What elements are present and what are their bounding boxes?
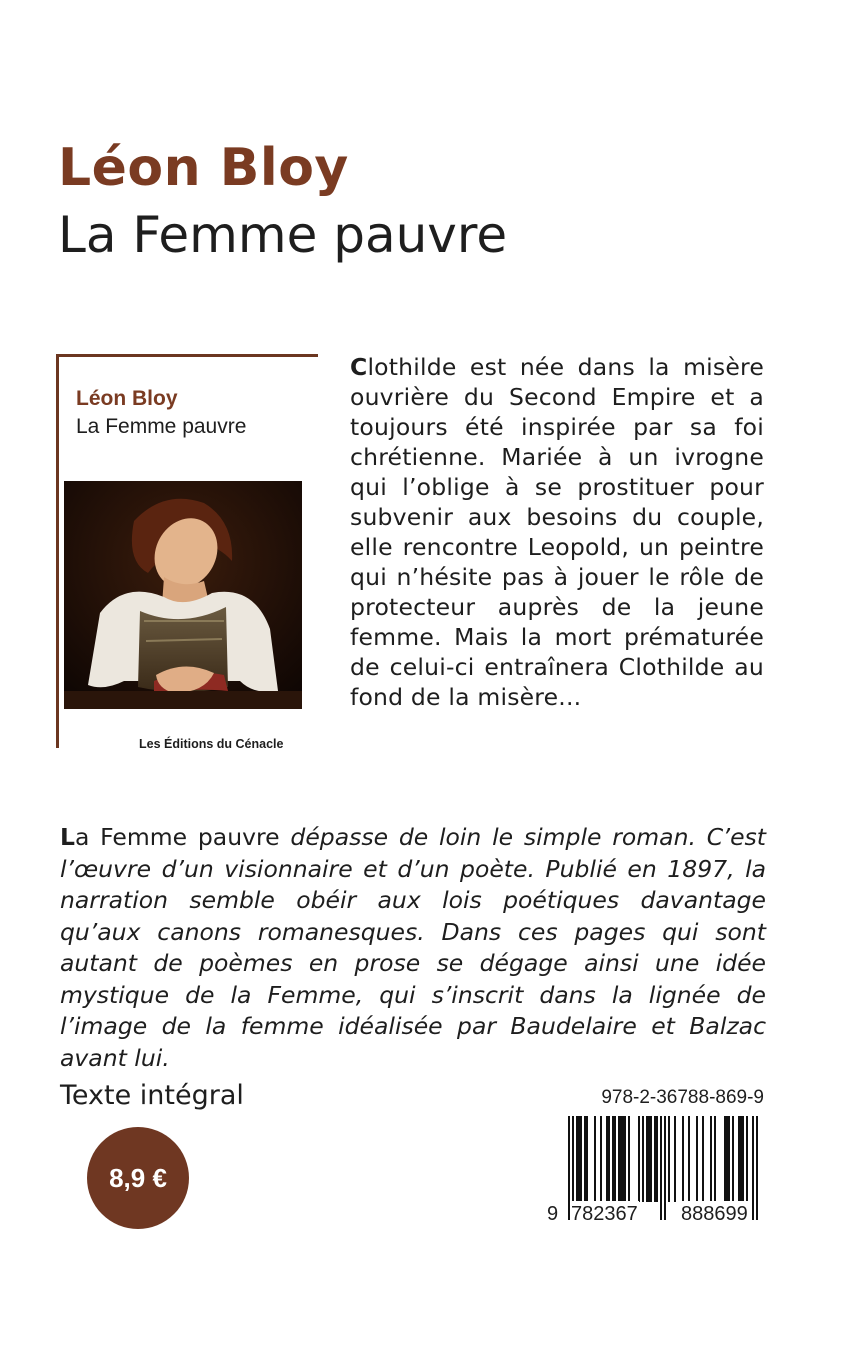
barcode-bar [618, 1116, 620, 1202]
edition-label: Texte intégral [60, 1080, 244, 1111]
barcode-bar [628, 1116, 630, 1202]
review-upright-text: a Femme pauvre [74, 823, 291, 851]
barcode-bar [578, 1116, 580, 1202]
barcode-bar [702, 1116, 704, 1202]
barcode-digits-right: 888699 [681, 1203, 748, 1225]
barcode-bar [668, 1116, 670, 1202]
price-badge [87, 1127, 189, 1229]
barcode-bar [738, 1116, 740, 1202]
barcode-bar [650, 1116, 652, 1202]
barcode-bar [648, 1116, 650, 1202]
isbn-text: 978-2-36788-869-9 [601, 1087, 764, 1108]
barcode-bar [714, 1116, 716, 1202]
barcode-digits [546, 1201, 768, 1229]
barcode-bar [638, 1116, 640, 1202]
barcode-bar [594, 1116, 596, 1202]
barcode-bar [606, 1116, 608, 1202]
review-italic-text: dépasse de loin le simple roman. C’est l’œuvre d’un visionnaire et d’un poète. Publié en 1897, la narration semble obéir aux lois poétiques davantage qu’aux canons romanesques. Dans ces pages qui sont autant de poèmes en prose se dégage ainsi une idée mystique de la Femme, qui s’inscrit dans la lignée de l’image de la femme idéalisée par Baudelaire et Balzac avant lui. [60, 823, 766, 1072]
front-cover-thumbnail [56, 354, 318, 751]
cover-title: La Femme pauvre [58, 206, 508, 264]
barcode-bar [696, 1116, 698, 1202]
review-lead-letter: L [60, 823, 75, 851]
barcode-bar [608, 1116, 610, 1202]
barcode-bar [576, 1116, 578, 1202]
synopsis-lead-letter: C [350, 353, 368, 381]
thumbnail-author: Léon Bloy [76, 387, 178, 410]
barcode-bar [656, 1116, 658, 1202]
barcode-bar [732, 1116, 734, 1202]
barcode-bar [612, 1116, 614, 1202]
barcode-bar [642, 1116, 644, 1202]
barcode-bar [674, 1116, 676, 1202]
barcode-bar [726, 1116, 728, 1202]
barcode-bar [614, 1116, 616, 1202]
barcode-digit-first: 9 [547, 1203, 559, 1225]
cover-painting [64, 481, 302, 709]
barcode-bar [688, 1116, 690, 1202]
barcode-bar [580, 1116, 582, 1202]
cover-author: Léon Bloy [58, 138, 349, 198]
barcode-digits-left: 782367 [571, 1203, 638, 1225]
barcode-bar [742, 1116, 744, 1202]
barcode-bar [728, 1116, 730, 1202]
barcode-bar [724, 1116, 726, 1202]
barcode-bar [654, 1116, 656, 1202]
thumbnail-title: La Femme pauvre [76, 415, 247, 438]
barcode-bar [620, 1116, 622, 1202]
synopsis-text: lothilde est née dans la misère ouvrière du Second Empire et a toujours été inspirée par sa foi chrétienne. Mariée à un ivrogne qui l’oblige à se prostituer pour subvenir aux besoins du couple, elle rencontre Leopold, un peintre qui n’hésite pas à jouer le rôle de protecteur auprès de la jeune femme. Mais la mort prématurée de celui-ci entraînera Clothilde au fond de la misère... [350, 353, 764, 711]
barcode-bar [624, 1116, 626, 1202]
barcode-bar [586, 1116, 588, 1202]
barcode-bar [682, 1116, 684, 1202]
synopsis-paragraph [350, 352, 764, 712]
thumbnail-publisher: Les Éditions du Cénacle [139, 737, 284, 751]
barcode-bar [600, 1116, 602, 1202]
barcode-bar [584, 1116, 586, 1202]
barcode-bar [646, 1116, 648, 1202]
barcode-bar [622, 1116, 624, 1202]
barcode-bar [740, 1116, 742, 1202]
price-text: 8,9 € [109, 1162, 167, 1193]
barcode-bar [746, 1116, 748, 1202]
barcode-bar [710, 1116, 712, 1202]
review-paragraph [60, 822, 766, 1074]
